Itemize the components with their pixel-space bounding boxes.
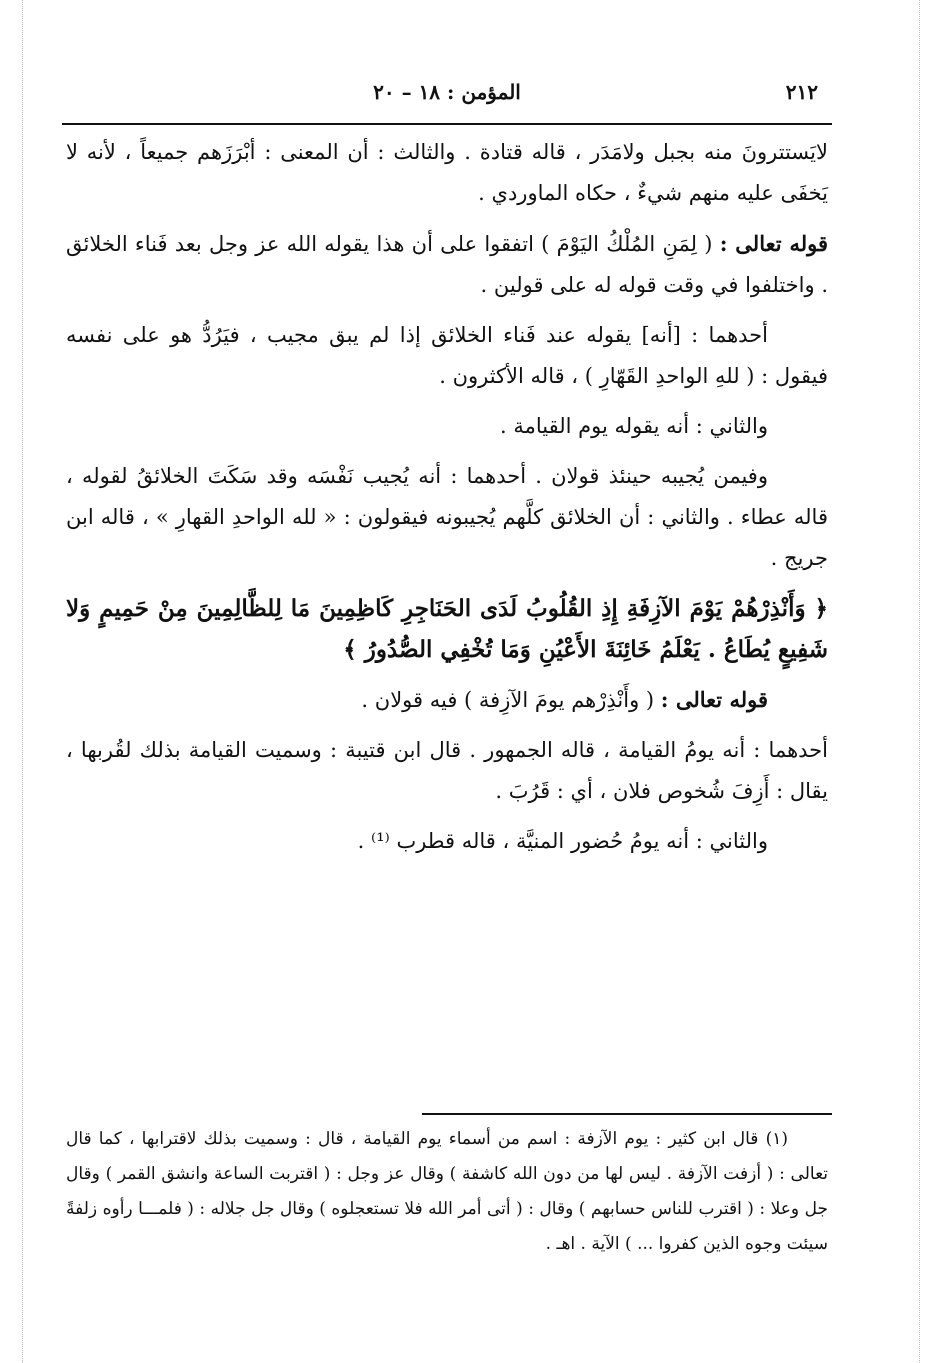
paragraph-5: وفيمن يُجيبه حينئذ قولان . أحدهما : أنه يُجيب نَفْسَه وقد سَكَتَ الخلائقُ لقوله ، قاله عطاء . والثاني : أن الخلائق كلَّهم يُجيبونه فيقولون : « لله الواحدِ القهارِ » ، قاله ابن جريج . <box>66 464 828 570</box>
paragraph-6-text: ( وأَنْذِرْهم يومَ الآزِفة ) فيه قولان . <box>361 688 655 712</box>
paragraph-7: أحدهما : أنه يومُ القيامة ، قاله الجمهور . قال ابن قتيبة : وسميت القيامة بذلك لقُربها ، يقال : أَزِفَ شُخوص فلان ، أي : قَرُبَ . <box>66 738 828 803</box>
scan-edge-left <box>22 0 23 1363</box>
paragraph-2-text: ( لِمَنِ المُلْكُ اليَوْمَ ) اتفقوا على أن هذا يقوله الله عز وجل بعد فَناء الخلائق . واختلفوا في وقت قوله له على قولين . <box>66 232 828 297</box>
page-header <box>62 70 832 114</box>
quote-marker: قوله تعالى : <box>719 231 828 256</box>
paragraph-4: والثاني : أنه يقوله يوم القيامة . <box>500 414 768 438</box>
body-text <box>66 132 828 871</box>
paragraph-8: والثاني : أنه يومُ حُضور المنيَّة ، قاله قطرب ⁽¹⁾ . <box>357 829 768 853</box>
paragraph-6 <box>66 679 828 721</box>
quran-verse: ﴿ وَأَنْذِرْهُمْ يَوْمَ الآزِفَةِ إِذِ القُلُوبُ لَدَى الحَنَاجِرِ كَاظِمِينَ مَا لِلظَّالِمِينَ مِنْ حَمِيمٍ وَلا شَفِيعٍ يُطَاعُ . يَعْلَمُ خَائِنَةَ الأَعْيُنِ وَمَا تُخْفِي الصُّدُورُ ﴾ <box>66 595 828 663</box>
header-rule <box>62 123 832 125</box>
paragraph-2 <box>66 223 828 306</box>
book-page <box>62 70 832 1360</box>
quote-marker: قوله تعالى : <box>660 687 768 712</box>
footnote-text: (١) قال ابن كثير : يوم الآزفة : اسم من أسماء يوم القيامة ، قال : وسميت بذلك لاقترابها ، كما قال تعالى : ( أزفت الآزفة . ليس لها من دون الله كاشفة ) وقال عز وجل : ( اقتربت الساعة وانشق القمر ) وقال جل وعلا : ( اقترب للناس حسابهم ) وقال : ( أتى أمر الله فلا تستعجلوه ) وقال جل جلاله : ( فلمـــا رأوه زلفةً سيئت وجوه الذين كفروا ... ) الآية . اهـ . <box>66 1129 828 1254</box>
scan-edge-right <box>919 0 920 1363</box>
footnote-rule <box>422 1113 832 1115</box>
paragraph-3: أحدهما : [أنه] يقوله عند فَناء الخلائق إذا لم يبق مجيب ، فيَرُدُّ هو على نفسه فيقول : ( للهِ الواحدِ القَهّارِ ) ، قاله الأكثرون . <box>66 323 828 388</box>
footnote <box>66 1122 828 1262</box>
running-head: المؤمن : ١٨ – ٢٠ <box>373 80 521 104</box>
paragraph-1: لايَستترونَ منه بجبل ولامَدَر ، قاله قتادة . والثالث : أن المعنى : أبْرَزَهم جميعاً ، لأنه لا يَخفَى عليه منهم شيءٌ ، حكاه الماوردي . <box>66 140 828 205</box>
page-number: ٢١٢ <box>785 80 818 104</box>
